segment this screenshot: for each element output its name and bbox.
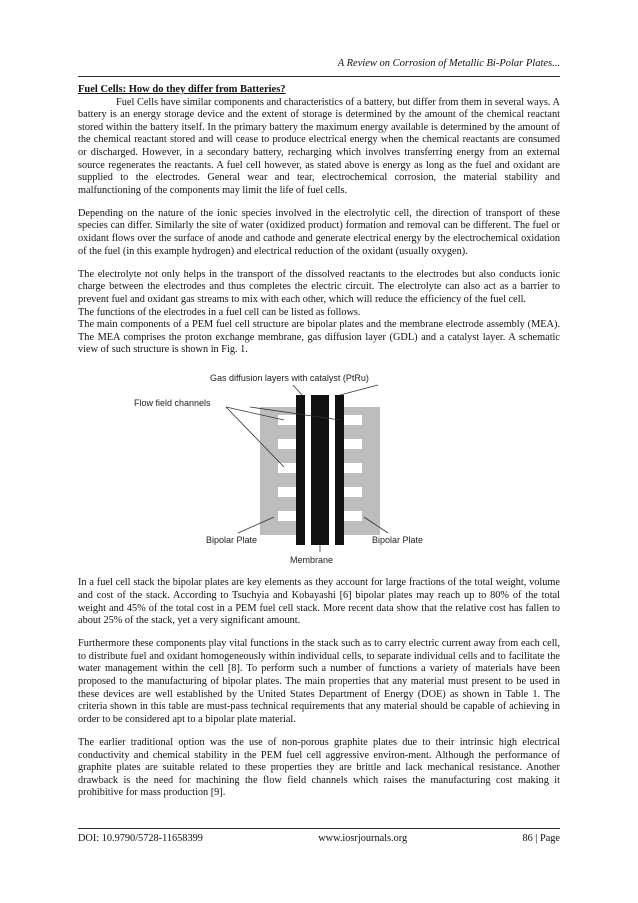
running-header bbox=[78, 58, 560, 77]
footer-website: www.iosrjournals.org bbox=[318, 833, 408, 844]
figure-label-membrane: Membrane bbox=[290, 555, 334, 566]
fuel-cell-schematic bbox=[78, 367, 560, 567]
paragraph-4: The functions of the electrodes in a fuel cell can be listed as follows. bbox=[78, 306, 361, 318]
figure-label-channels: Flow field channels bbox=[134, 398, 211, 409]
figure-label-bipolar-right: Bipolar Plate bbox=[372, 535, 424, 546]
paragraph-3: The electrolyte not only helps in the transport of the dissolved reactants to the electrodes but also conducts ionic charge between the electrodes and thus completes the electric circuit. The electrolyte can also act as a barrier to prevent fuel and oxidant gas streams to mix with each other, which will reduce the efficiency of the fuel cell. bbox=[78, 268, 560, 305]
paragraph-7: Furthermore these components play vital functions in the stack such as to carry electric current away from each cell, to distribute fuel and oxidant homogeneously within individual cells, to separate individual cells and to facilitate the water management within the cell [8]. To perform such a number of functions a variety of materials have been proposed to the manufacturing of bipolar plates. The main properties that any material must present to be used in these devices are well established by the United States Department of Energy (DOE) as shown in Table 1. The criteria shown in this table are must-pass technical requirements that any material should be capable of achieving in order to be considered apt to a bipolar plate material. bbox=[78, 638, 560, 725]
figure-label-gdl: Gas diffusion layers with catalyst (PtRu) bbox=[210, 373, 369, 384]
running-title: A Review on Corrosion of Metallic Bi-Polar Plates... bbox=[337, 58, 560, 69]
section-heading: Fuel Cells: How do they differ from Batteries? bbox=[78, 84, 286, 95]
paragraph-5: The main components of a PEM fuel cell structure are bipolar plates and the membrane electrode assembly (MEA). The MEA comprises the proton exchange membrane, gas diffusion layer (GDL) and a catalyst layer. A schematic view of such structure is shown in Fig. 1. bbox=[78, 319, 560, 356]
page-footer bbox=[78, 828, 560, 844]
fuel-cell-schematic-figure bbox=[78, 367, 560, 567]
paragraph-2: Depending on the nature of the ionic species involved in the electrolytic cell, the direction of transport of these species can differ. Similarly the site of water (oxidized product) formation and removal can be different. The fuel or oxidant flows over the surface of anode and cathode and generate electrical energy by the electrochemical oxidation of the fuel (in this example hydrogen) and electrical reduction of the oxidant (usually oxygen). bbox=[78, 207, 560, 257]
paragraph-8: The earlier traditional option was the use of non-porous graphite plates due to their intrinsic high electrical conductivity and chemical stability in the PEM fuel cell aggressive environ-ment. Although the performance of graphite plates are suitable related to these properties they are brittle and lack mechanical resistance. Another drawback is the need for machining the flow field channels which raises the manufacturing cost making it prohibitive for mass production [9]. bbox=[78, 736, 560, 799]
paragraph-1: Fuel Cells have similar components and characteristics of a battery, but differ from them in several ways. A battery is an energy storage device and the extent of storage is determined by the amount of the chemical reactant stored within the battery itself. In the primary battery the maximum energy available is determined by the amount of the chemical reactant stored and will cease to produce electrical energy when the chemical reactants are consumed or discharged. However, in a secondary battery, recharging which involves transferring energy from an external source regenerates the reactants. A fuel cell however, as stated above is energy as long as the fuel and oxidant are supplied to the electrodes. General wear and tear, electrochemical corrosion, the material stability and malfunctioning of the components may limit the life of fuel cells. bbox=[78, 96, 560, 196]
page-body bbox=[78, 84, 560, 810]
gdl-right-shape bbox=[335, 395, 344, 545]
footer-doi: DOI: 10.9790/5728-11658399 bbox=[78, 833, 203, 844]
footer-page-number: 86 | Page bbox=[522, 833, 560, 844]
gdl-left-shape bbox=[296, 395, 305, 545]
figure-label-bipolar-left: Bipolar Plate bbox=[206, 535, 258, 546]
paragraph-6: In a fuel cell stack the bipolar plates are key elements as they account for large fractions of the total weight, volume and cost of the stack. According to Tsuchyia and Kobayashi [6] bipolar plates may reach up to 80% of the total weight and 45% of the total cost in a PEM fuel cell stack. More recent data show that the relative cost has fallen to about 25% of the stack, yet a very significant amount. bbox=[78, 577, 560, 627]
